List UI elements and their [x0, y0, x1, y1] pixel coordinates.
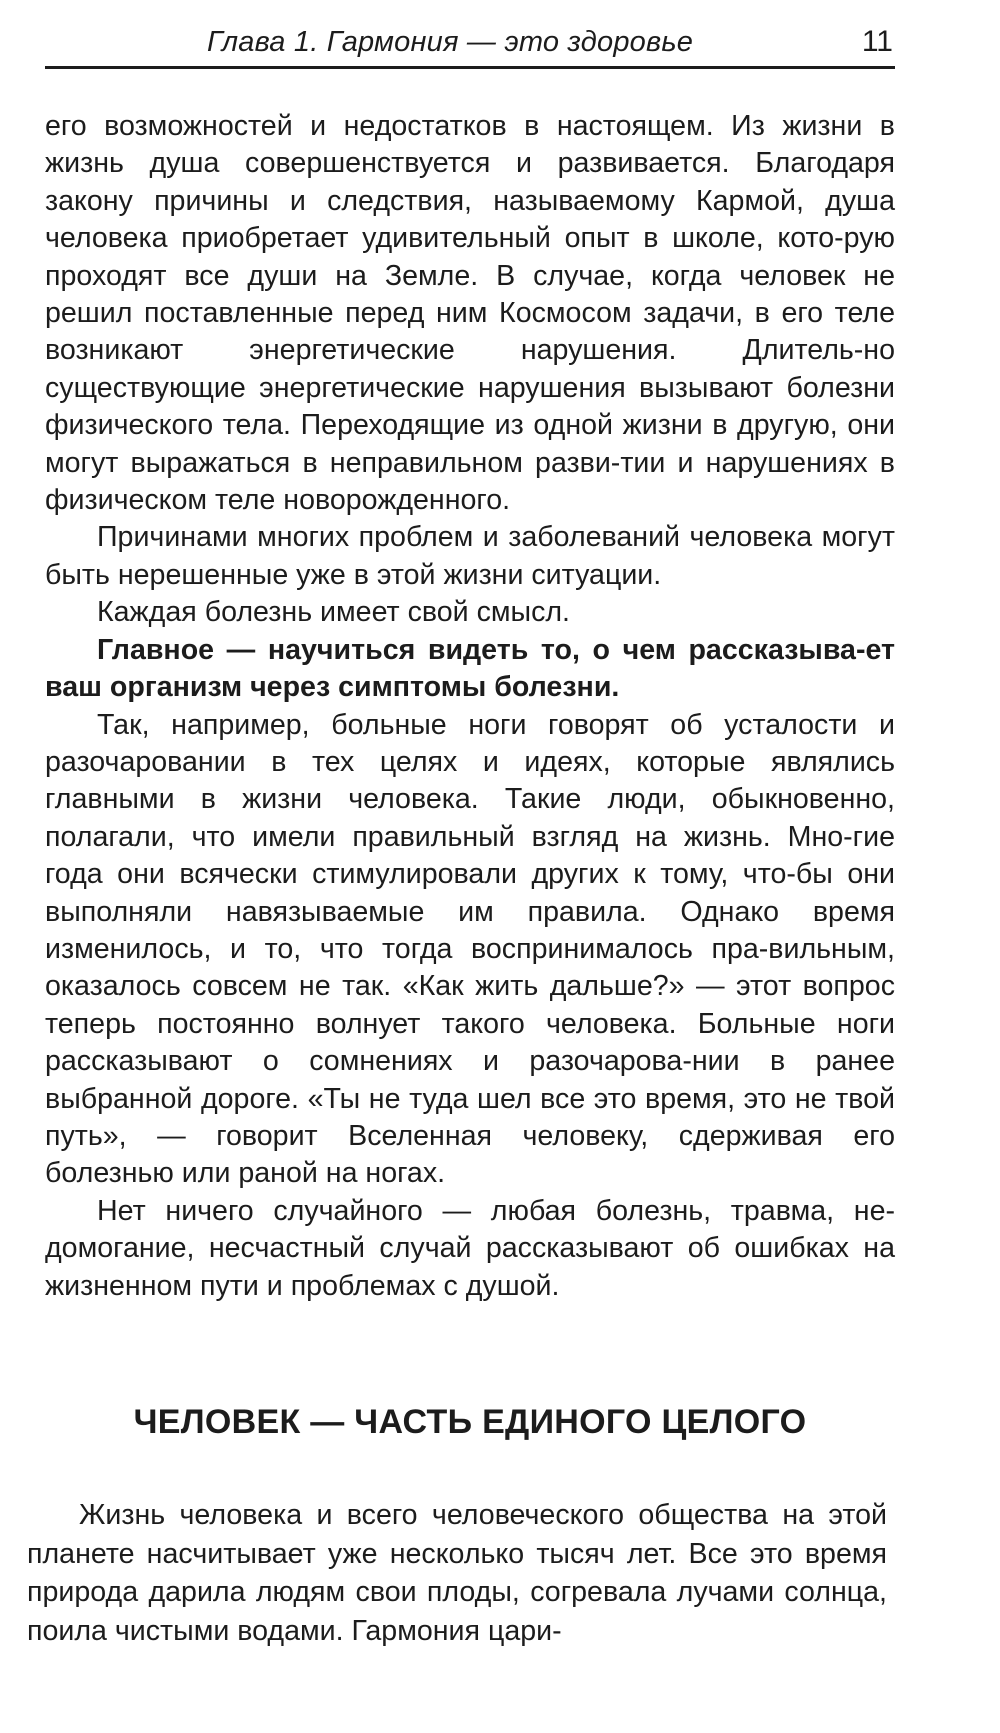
paragraph: его возможностей и недостатков в настоящем. Из жизни в жизнь душа совершенствуется и развивается. Благодаря закону причины и следствия, называемому Кармой, душа человека приобретает удивительный опыт в школе, кото-рую проходят все души на Земле. В случае, когда человек не решил поставленные перед ним Космосом задачи, в его теле возникают энергетические нарушения. Длитель-но существующие энергетические нарушения вызывают болезни физического тела. Переходящие из одной жизни в другую, они могут выражаться в неправильном разви-тии и нарушениях в физическом теле новорожденного.: [45, 110, 895, 517]
section-heading: ЧЕЛОВЕК — ЧАСТЬ ЕДИНОГО ЦЕЛОГО: [133, 1403, 807, 1441]
emphasized-paragraph: Главное — научиться видеть то, о чем рассказыва-ет ваш организм через симптомы болезни.: [45, 633, 895, 704]
paragraph: Жизнь человека и всего человеческого общества на этой планете насчитывает уже несколько тысяч лет. Все это время природа дарила людям свои плоды, согревала лучами солнца, поила чистыми водами. Гармония цари-: [27, 1499, 887, 1647]
section-body-text: [27, 1496, 887, 1650]
paragraph: Причинами многих проблем и заболеваний человека могут быть нерешенные уже в этой жизни ситуации.: [45, 521, 895, 591]
body-text: [45, 108, 895, 1305]
paragraph: Каждая болезнь имеет свой смысл.: [97, 596, 570, 629]
paragraph: Нет ничего случайного — любая болезнь, травма, не-домогание, несчастный случай рассказывают об ошибках на жизненном пути и проблемах с душой.: [45, 1194, 895, 1302]
page-number: 11: [861, 25, 893, 58]
running-title: Глава 1. Гармония — это здоровье: [207, 26, 694, 58]
running-header: [45, 18, 895, 69]
paragraph: Так, например, больные ноги говорят об усталости и разочаровании в тех целях и идеях, которые являлись главными в жизни человека. Такие люди, обыкновенно, полагали, что имели правильный взгляд на жизнь. Мно-гие года они всячески стимулировали других к тому, что-бы они выполняли навязываемые им правила. Однако время изменилось, и то, что тогда воспринималось пра-вильным, оказалось совсем не так. «Как жить дальше?» — этот вопрос теперь постоянно волнует такого человека. Больные ноги рассказывают о сомнениях и разочарова-нии в ранее выбранной дороге. «Ты не туда шел все это время, это не твой путь», — говорит Вселенная человеку, сдерживая его болезнью или раной на ногах.: [45, 708, 895, 1190]
